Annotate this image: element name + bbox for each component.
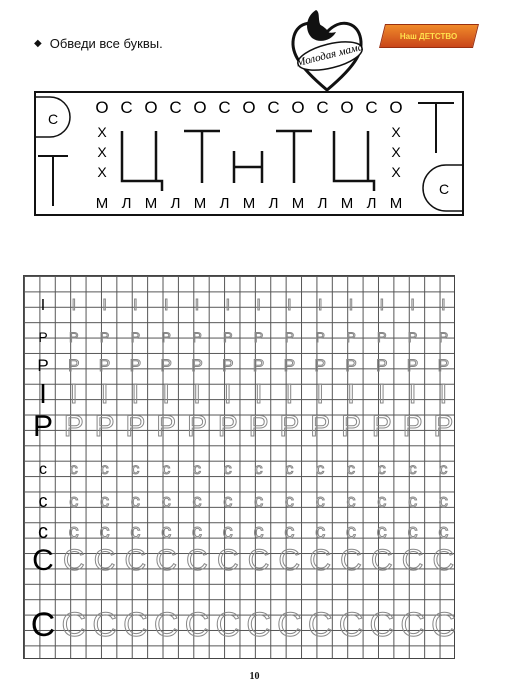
trace-letter[interactable]: I <box>347 378 355 409</box>
trace-letter[interactable]: c <box>192 521 202 543</box>
trace-letter[interactable]: P <box>161 329 171 345</box>
instruction-text: Обведи все буквы. <box>49 36 163 51</box>
small-letter: О <box>340 98 354 117</box>
small-letter: М <box>389 195 403 212</box>
trace-letter[interactable]: P <box>407 329 418 345</box>
trace-letter[interactable]: P <box>160 356 172 375</box>
small-letter: Л <box>317 195 328 212</box>
trace-letter[interactable]: I <box>100 378 109 409</box>
trace-letter[interactable]: P <box>284 329 295 345</box>
corner-letter: С <box>439 181 450 197</box>
small-letter: Х <box>391 124 401 140</box>
small-letter: С <box>365 98 378 117</box>
trace-letter[interactable]: C <box>338 606 364 644</box>
trace-letter[interactable]: C <box>93 544 116 577</box>
trace-letter[interactable]: C <box>309 544 332 577</box>
trace-letter[interactable]: c <box>193 461 201 478</box>
trace-letter[interactable]: P <box>63 410 84 443</box>
trace-letter[interactable]: c <box>377 491 387 511</box>
sample-letter: P <box>37 356 49 375</box>
sample-letter: C <box>30 606 56 644</box>
trace-letter[interactable]: I <box>441 297 446 314</box>
trace-letter[interactable]: C <box>369 606 395 644</box>
trace-letter[interactable]: C <box>400 606 425 644</box>
small-letter: О <box>389 98 403 117</box>
trace-letter[interactable]: P <box>223 329 233 345</box>
trace-letter[interactable]: I <box>225 297 231 314</box>
trace-letter[interactable]: P <box>279 410 300 443</box>
trace-letter[interactable]: P <box>94 410 115 443</box>
trace-letter[interactable]: C <box>92 606 117 644</box>
letter-row <box>24 344 456 374</box>
trace-letter[interactable]: P <box>125 410 146 443</box>
small-letter: Х <box>391 164 401 180</box>
trace-letter[interactable]: I <box>71 297 77 314</box>
trace-letter[interactable]: c <box>68 521 79 543</box>
small-letter: Х <box>97 164 107 180</box>
trace-letter[interactable]: P <box>99 329 110 345</box>
trace-letter[interactable]: I <box>256 297 261 314</box>
sample-letter: I <box>40 297 46 314</box>
trace-letter[interactable]: c <box>407 521 418 543</box>
trace-letter[interactable]: I <box>408 378 417 409</box>
trace-letter[interactable]: I <box>439 378 448 409</box>
trace-letter[interactable]: c <box>222 521 233 543</box>
small-letter: Х <box>97 144 107 160</box>
trace-letter[interactable]: I <box>194 297 200 314</box>
tracing-exercise-box <box>34 91 464 216</box>
trace-letter[interactable]: I <box>163 297 169 314</box>
trace-letter[interactable]: C <box>307 606 333 644</box>
trace-letter[interactable]: c <box>100 461 109 478</box>
letter-row <box>24 378 456 408</box>
trace-letter[interactable]: P <box>217 410 238 443</box>
trace-letter[interactable]: C <box>246 606 271 644</box>
trace-letter[interactable]: P <box>222 356 234 375</box>
small-letter: М <box>144 195 158 212</box>
trace-letter[interactable]: c <box>284 521 295 543</box>
trace-letter[interactable]: I <box>131 378 140 409</box>
trace-letter[interactable]: c <box>130 491 140 511</box>
trace-letter[interactable]: C <box>432 544 455 577</box>
trace-letter[interactable]: c <box>439 461 448 478</box>
trace-letter[interactable]: I <box>379 297 385 314</box>
trace-letter[interactable]: P <box>186 410 207 443</box>
trace-letter[interactable]: P <box>402 410 423 443</box>
trace-letter[interactable]: P <box>438 329 449 345</box>
trace-letter[interactable]: P <box>130 329 141 345</box>
trace-letter[interactable]: c <box>285 461 294 478</box>
trace-letter[interactable]: c <box>192 491 202 511</box>
trace-letter[interactable]: c <box>69 461 78 478</box>
trace-letter[interactable]: C <box>61 606 87 644</box>
small-letter: О <box>144 98 158 117</box>
trace-letter[interactable]: C <box>401 544 424 577</box>
tracing-grid <box>23 275 455 659</box>
trace-letter[interactable]: c <box>254 461 263 478</box>
trace-letter[interactable]: C <box>153 606 179 644</box>
trace-letter[interactable]: c <box>69 491 79 511</box>
trace-letter[interactable]: I <box>223 378 232 409</box>
trace-letter[interactable]: c <box>162 461 171 478</box>
sample-letter: I <box>39 378 47 409</box>
trace-letter[interactable]: I <box>285 378 294 409</box>
trace-letter[interactable]: I <box>254 378 263 409</box>
trace-letter[interactable]: c <box>223 491 233 511</box>
trace-letter[interactable]: P <box>437 356 450 375</box>
trace-letter[interactable]: I <box>69 378 78 409</box>
trace-letter[interactable]: I <box>316 378 325 409</box>
bullet-icon: ◆ <box>34 38 42 49</box>
trace-letter[interactable]: c <box>284 491 294 511</box>
trace-letter[interactable]: C <box>215 606 241 644</box>
trace-letter[interactable]: C <box>431 606 456 644</box>
trace-letter[interactable]: P <box>406 356 419 375</box>
small-letter: О <box>291 98 305 117</box>
small-letter: С <box>120 98 133 117</box>
trace-letter[interactable]: c <box>131 461 140 478</box>
trace-letter[interactable]: c <box>130 521 141 543</box>
trace-letter[interactable]: I <box>133 297 138 314</box>
small-letter: Л <box>268 195 279 212</box>
letter-row <box>24 480 456 510</box>
trace-letter[interactable]: P <box>346 329 356 345</box>
trace-letter[interactable]: c <box>253 521 264 543</box>
trace-letter[interactable]: c <box>346 491 356 511</box>
trace-letter[interactable]: P <box>371 410 392 443</box>
trace-letter[interactable]: c <box>438 491 448 511</box>
trace-letter[interactable]: P <box>69 329 79 345</box>
trace-letter[interactable]: C <box>278 544 301 577</box>
promo-badge <box>379 24 479 48</box>
small-letter: М <box>340 195 354 212</box>
trace-letter[interactable]: c <box>161 491 171 511</box>
small-letter: О <box>95 98 109 117</box>
trace-letter[interactable]: P <box>68 356 80 375</box>
trace-letter[interactable]: c <box>316 461 325 478</box>
corner-letter: С <box>48 111 59 127</box>
trace-letter[interactable]: C <box>124 544 147 577</box>
small-letter: М <box>242 195 256 212</box>
trace-letter[interactable]: P <box>129 356 142 375</box>
big-letter-t-left <box>38 156 68 206</box>
trace-letter[interactable]: c <box>100 491 110 511</box>
trace-letter[interactable]: I <box>162 378 171 409</box>
trace-letter[interactable]: I <box>193 378 201 409</box>
trace-letter[interactable]: C <box>123 606 148 644</box>
trace-letter[interactable]: c <box>223 461 232 478</box>
trace-letter[interactable]: c <box>408 491 418 511</box>
trace-letter[interactable]: I <box>317 297 323 314</box>
sample-letter: c <box>39 461 47 478</box>
trace-letter[interactable]: C <box>186 544 208 577</box>
letter-row <box>24 598 456 644</box>
trace-letter[interactable]: c <box>408 461 417 478</box>
trace-letter[interactable]: c <box>254 491 264 511</box>
trace-letter[interactable]: C <box>216 544 239 577</box>
trace-letter[interactable]: P <box>252 356 265 375</box>
logo-text: Молодая мама <box>295 40 365 70</box>
trace-letter[interactable]: P <box>377 329 387 345</box>
trace-letter[interactable]: P <box>345 356 357 375</box>
trace-letter[interactable]: I <box>102 297 107 314</box>
trace-letter[interactable]: P <box>248 410 269 443</box>
trace-letter[interactable]: c <box>376 521 387 543</box>
trace-letter[interactable]: c <box>377 461 386 478</box>
letter-row <box>24 448 456 478</box>
trace-letter[interactable]: P <box>376 356 388 375</box>
letter-row <box>24 284 456 314</box>
trace-letter[interactable]: I <box>377 378 386 409</box>
sample-letter: c <box>38 491 48 511</box>
trace-letter[interactable]: c <box>161 521 172 543</box>
small-letter: С <box>169 98 182 117</box>
letter-row <box>24 412 456 442</box>
trace-letter[interactable]: P <box>283 356 296 375</box>
sample-letter: c <box>38 521 48 543</box>
small-letter: М <box>291 195 305 212</box>
promo-text: Наш ДЕТСТВО <box>400 31 458 41</box>
big-letter-n <box>234 151 262 183</box>
trace-letter[interactable]: P <box>98 356 111 375</box>
small-letter: Л <box>121 195 132 212</box>
small-letter: О <box>242 98 256 117</box>
trace-letter[interactable]: P <box>310 410 331 443</box>
big-letter-t <box>184 131 220 183</box>
small-letter: Х <box>391 144 401 160</box>
trace-letter[interactable]: P <box>315 329 325 345</box>
trace-letter[interactable]: P <box>191 356 203 375</box>
trace-letter[interactable]: c <box>347 461 355 478</box>
trace-letter[interactable]: C <box>277 606 302 644</box>
small-letter: С <box>316 98 329 117</box>
big-letter-t-right <box>418 103 454 153</box>
trace-letter[interactable]: P <box>314 356 326 375</box>
small-letter: С <box>267 98 280 117</box>
big-letter-ts <box>122 131 162 191</box>
trace-letter[interactable]: P <box>433 410 454 443</box>
letter-row <box>24 314 456 344</box>
page-number: 10 <box>249 671 260 682</box>
trace-letter[interactable]: c <box>315 491 325 511</box>
trace-letter[interactable]: C <box>155 544 178 577</box>
instruction <box>34 36 163 51</box>
trace-letter[interactable]: P <box>192 329 202 345</box>
magazine-logo <box>286 4 368 92</box>
sample-letter: C <box>32 544 54 577</box>
small-letter: Л <box>219 195 230 212</box>
trace-letter[interactable]: c <box>315 521 326 543</box>
trace-letter[interactable]: C <box>370 544 393 577</box>
small-letter: Л <box>366 195 377 212</box>
big-letter-t <box>276 131 312 183</box>
letter-row <box>24 546 456 576</box>
small-letter: М <box>193 195 207 212</box>
trace-letter[interactable]: C <box>184 606 210 644</box>
small-letter: Х <box>97 124 107 140</box>
sample-letter: P <box>32 410 53 443</box>
trace-letter[interactable]: P <box>340 410 361 443</box>
tracing-letters <box>36 93 466 218</box>
small-letter: С <box>218 98 231 117</box>
trace-letter[interactable]: I <box>348 297 354 314</box>
letter-row <box>24 512 456 542</box>
small-letter: М <box>95 195 109 212</box>
trace-letter[interactable]: I <box>287 297 292 314</box>
small-letter: О <box>193 98 207 117</box>
trace-letter[interactable]: c <box>346 521 356 543</box>
trace-letter[interactable]: I <box>410 297 415 314</box>
trace-letter[interactable]: c <box>438 521 449 543</box>
trace-letter[interactable]: c <box>99 521 110 543</box>
small-letter: Л <box>170 195 181 212</box>
trace-letter[interactable]: P <box>253 329 264 345</box>
trace-letter[interactable]: C <box>62 544 85 577</box>
big-letter-ts <box>334 131 374 191</box>
trace-letter[interactable]: C <box>247 544 270 577</box>
trace-letter[interactable]: P <box>156 410 177 443</box>
trace-letter[interactable]: C <box>340 544 362 577</box>
sample-letter: P <box>38 329 48 345</box>
